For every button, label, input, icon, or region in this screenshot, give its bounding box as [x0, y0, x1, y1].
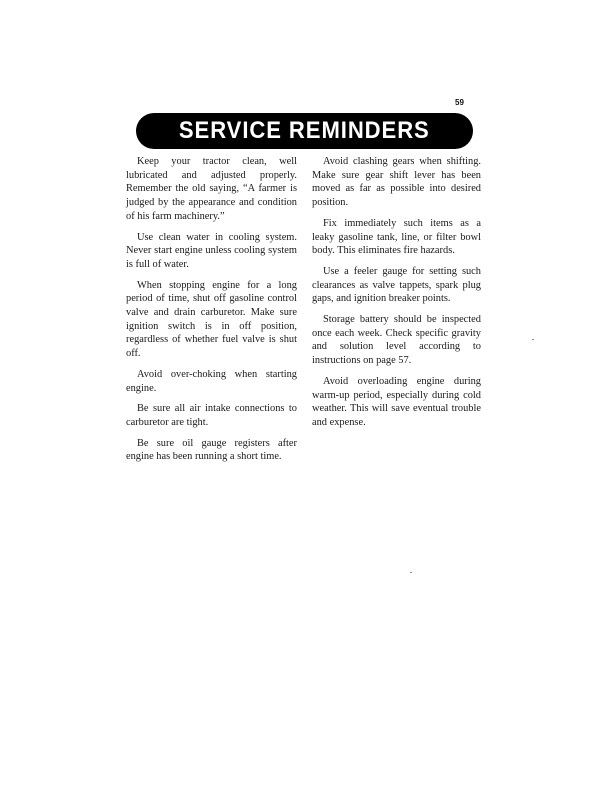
paragraph-feeler-gauge: Use a feeler gauge for setting such clearances as valve tappets, spark plug gaps, and ignition breaker points. — [312, 265, 481, 305]
paragraph-oil-gauge: Be sure oil gauge registers after engine has been running a short time. — [126, 437, 297, 463]
paragraph-cooling-water: Use clean water in cooling system. Never start engine unless cooling system is full of water. — [126, 231, 297, 270]
page-title: SERVICE REMINDERS — [179, 117, 430, 144]
paragraph-fire-hazards: Fix immediately such items as a leaky gasoline tank, line, or filter bowl body. This eliminates fire hazards. — [312, 217, 481, 257]
left-column — [126, 155, 297, 471]
title-banner — [136, 113, 473, 149]
paragraph-keep-clean: Keep your tractor clean, well lubricated and adjusted properly. Remember the old saying, “A farmer is judged by the appearance and condition of his farm machinery.” — [126, 156, 297, 222]
paragraph-stopping-engine: When stopping engine for a long period of time, shut off gasoline control valve and drain carburetor. Make sure ignition switch is in off position, regardless of whether fuel valve is shut off. — [126, 279, 297, 360]
paragraph-overloading: Avoid overloading engine during warm-up period, especially during cold weather. This will save eventual trouble and expense. — [312, 375, 481, 428]
page-number: 59 — [455, 98, 464, 107]
paragraph-clashing-gears: Avoid clashing gears when shifting. Make sure gear shift lever has been moved as far as possible into desired position. — [312, 156, 481, 209]
scan-artifact — [410, 572, 412, 573]
right-column — [312, 155, 481, 437]
paragraph-storage-battery: Storage battery should be inspected once each week. Check specific gravity and solution level according to instructions on page 57. — [312, 314, 481, 367]
paragraph-over-choking: Avoid over-choking when starting engine. — [126, 368, 297, 394]
scan-artifact — [532, 339, 534, 340]
paragraph-air-intake: Be sure all air intake connections to carburetor are tight. — [126, 403, 297, 428]
